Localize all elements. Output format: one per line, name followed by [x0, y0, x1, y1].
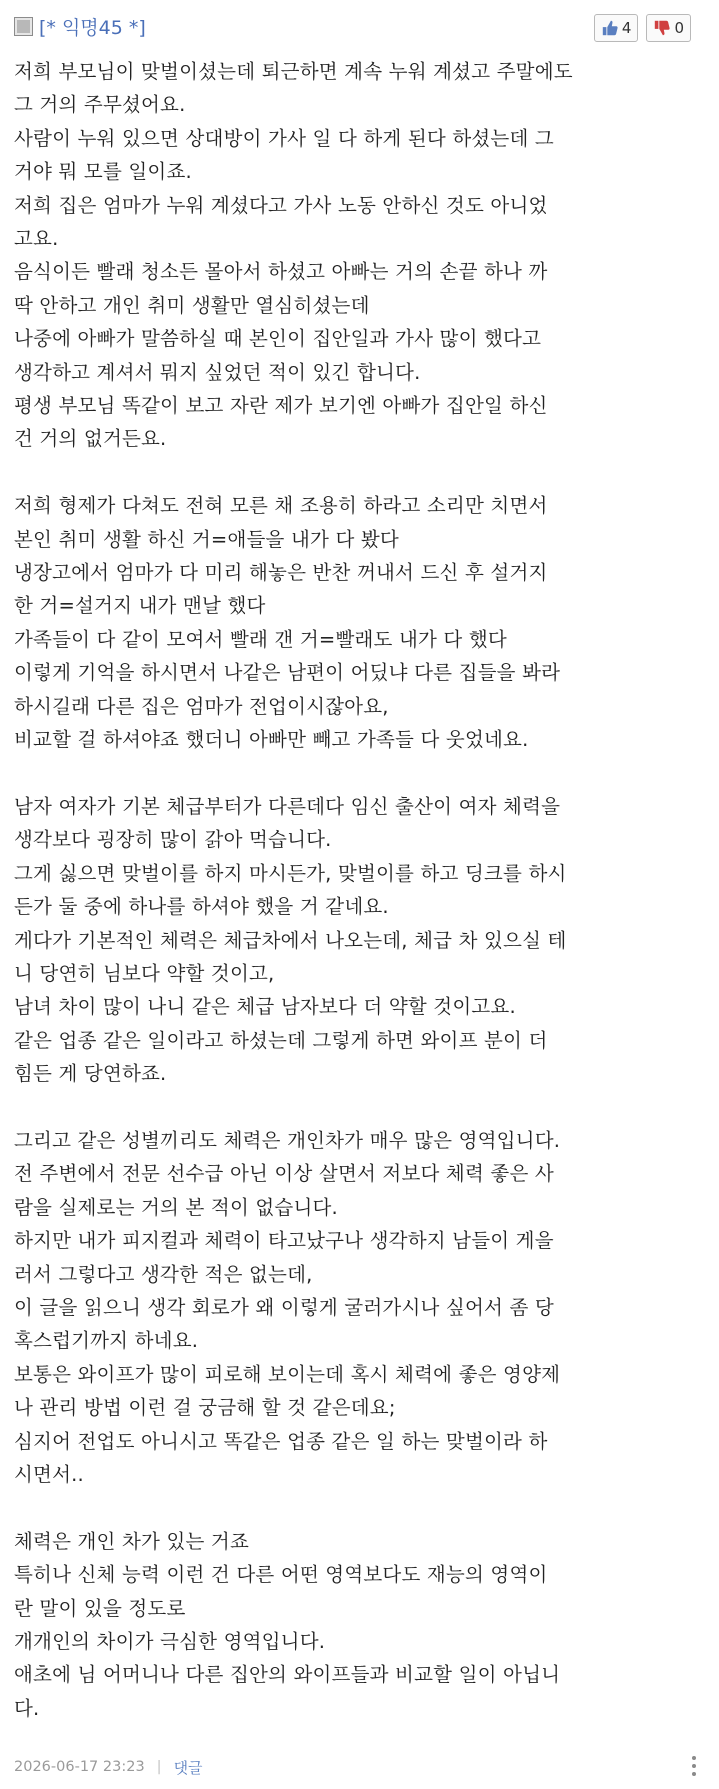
comment-line: 남자 여자가 기본 체급부터가 다른데다 임신 출산이 여자 체력을 [14, 794, 561, 818]
comment-line: 본인 취미 생활 하신 거=애들을 내가 다 봤다 [14, 527, 399, 551]
comment-header [14, 0, 705, 52]
comment-line: 니 당연히 님보다 약할 것이고, [14, 961, 275, 985]
comment-body [14, 55, 705, 1725]
comment-footer [14, 1752, 705, 1782]
comment-line: 혹스럽기까지 하네요. [14, 1329, 199, 1353]
comment-line: 그리고 같은 성별끼리도 체력은 개인차가 매우 많은 영역입니다. [14, 1128, 561, 1152]
comment-line: 생각보다 굉장히 많이 갉아 먹습니다. [14, 828, 332, 852]
comment-line: 고요. [14, 227, 59, 251]
vote-buttons [594, 14, 691, 42]
comment-line [14, 1091, 705, 1124]
comment-line: 저희 부모님이 맞벌이셨는데 퇴근하면 계속 누워 계셨고 주말에도 [14, 60, 573, 83]
comment-line: 같은 업종 같은 일이라고 하셨는데 그렇게 하면 와이프 분이 더 [14, 1028, 548, 1052]
comment-line: 보통은 와이프가 많이 피로해 보이는데 혹시 체력에 좋은 영양제 [14, 1362, 561, 1386]
comment-line: 비교할 걸 하셔야죠 했더니 아빠만 빼고 가족들 다 웃었네요. [14, 728, 529, 752]
comment-line: 란 말이 있을 정도로 [14, 1596, 186, 1620]
comment-line: 심지어 전업도 아니시고 똑같은 업종 같은 일 하는 맞벌이라 하 [14, 1429, 548, 1453]
upvote-button[interactable] [594, 14, 639, 42]
comment-line: 가족들이 다 같이 모여서 빨래 갠 거=빨래도 내가 다 했다 [14, 627, 507, 651]
comment-line: 남녀 차이 많이 나니 같은 체급 남자보다 더 약할 것이고요. [14, 995, 516, 1019]
thumbs-down-icon [653, 19, 671, 37]
author[interactable] [14, 13, 146, 40]
comment-line: 시면서.. [14, 1463, 84, 1487]
comment-line: 이 글을 읽으니 생각 회로가 왜 이렇게 굴러가시나 싶어서 좀 당 [14, 1295, 554, 1319]
comment-line: 든가 둘 중에 하나를 하셔야 했을 거 같네요. [14, 895, 389, 919]
comment-line [14, 1491, 705, 1524]
downvote-count: 0 [674, 19, 684, 37]
comment-line: 음식이든 빨래 청소든 몰아서 하셨고 아빠는 거의 손끝 하나 까 [14, 260, 548, 284]
comment-line: 냉장고에서 엄마가 다 미리 해놓은 반찬 꺼내서 드신 후 설거지 [14, 561, 548, 585]
comment-line: 거야 뭐 모를 일이죠. [14, 160, 192, 184]
comment-line [14, 757, 705, 790]
comment-line: 힘든 게 당연하죠. [14, 1062, 167, 1086]
comment-line: 그게 싫으면 맞벌이를 하지 마시든가, 맞벌이를 하고 딩크를 하시 [14, 861, 567, 885]
author-badge-icon [14, 17, 33, 36]
comment-line: 그 거의 주무셨어요. [14, 93, 186, 117]
comment-line: 건 거의 없거든요. [14, 427, 167, 451]
more-vertical-icon[interactable] [689, 1756, 699, 1776]
comment-line: 하지만 내가 피지컬과 체력이 타고났구나 생각하지 남들이 게을 [14, 1229, 554, 1253]
comment-line: 이렇게 기억을 하시면서 나같은 남편이 어딨냐 다른 집들을 봐라 [14, 661, 561, 685]
timestamp: 2026-06-17 23:23 [14, 1759, 145, 1775]
separator: | [156, 1759, 162, 1775]
thumbs-up-icon [601, 19, 619, 37]
comment-line [14, 456, 705, 489]
reply-link[interactable]: 댓글 [173, 1758, 203, 1777]
downvote-button[interactable] [646, 14, 691, 42]
comment-line: 사람이 누워 있으면 상대방이 가사 일 다 하게 된다 하셨는데 그 [14, 126, 554, 150]
comment-line: 러서 그렇다고 생각한 적은 없는데, [14, 1262, 313, 1286]
comment-line: 하시길래 다른 집은 엄마가 전업이시잖아요, [14, 694, 389, 718]
comment-line: 특히나 신체 능력 이런 건 다른 어떤 영역보다도 재능의 영역이 [14, 1563, 548, 1587]
comment-line: 저희 형제가 다쳐도 전혀 모른 채 조용히 하라고 소리만 치면서 [14, 494, 548, 518]
author-name[interactable]: [* 익명45 *] [39, 16, 146, 39]
comment-line: 애초에 님 어머니나 다른 집안의 와이프들과 비교할 일이 아닙니 [14, 1663, 561, 1687]
comment-line: 전 주변에서 전문 선수급 아닌 이상 살면서 저보다 체력 좋은 사 [14, 1162, 554, 1186]
comment-line: 나 관리 방법 이런 걸 궁금해 할 것 같은데요; [14, 1396, 396, 1420]
comment-line: 딱 안하고 개인 취미 생활만 열심히셨는데 [14, 293, 370, 317]
comment-line: 게다가 기본적인 체력은 체급차에서 나오는데, 체급 차 있으실 테 [14, 928, 567, 952]
comment-line: 한 거=설거지 내가 맨날 했다 [14, 594, 266, 618]
comment-line: 나중에 아빠가 말씀하실 때 본인이 집안일과 가사 많이 했다고 [14, 327, 542, 351]
comment-line: 생각하고 계셔서 뭐지 싶었던 적이 있긴 합니다. [14, 360, 421, 384]
comment-line: 평생 부모님 똑같이 보고 자란 제가 보기엔 아빠가 집안일 하신 [14, 394, 548, 418]
comment-line: 개개인의 차이가 극심한 영역입니다. [14, 1630, 326, 1654]
comment-line: 다. [14, 1696, 40, 1720]
upvote-count: 4 [621, 19, 632, 37]
comment-line: 체력은 개인 차가 있는 거죠 [14, 1529, 250, 1553]
comment-line: 저희 집은 엄마가 누워 계셨다고 가사 노동 안하신 것도 아니었 [14, 193, 548, 217]
comment-line: 람을 실제로는 거의 본 적이 없습니다. [14, 1195, 338, 1219]
